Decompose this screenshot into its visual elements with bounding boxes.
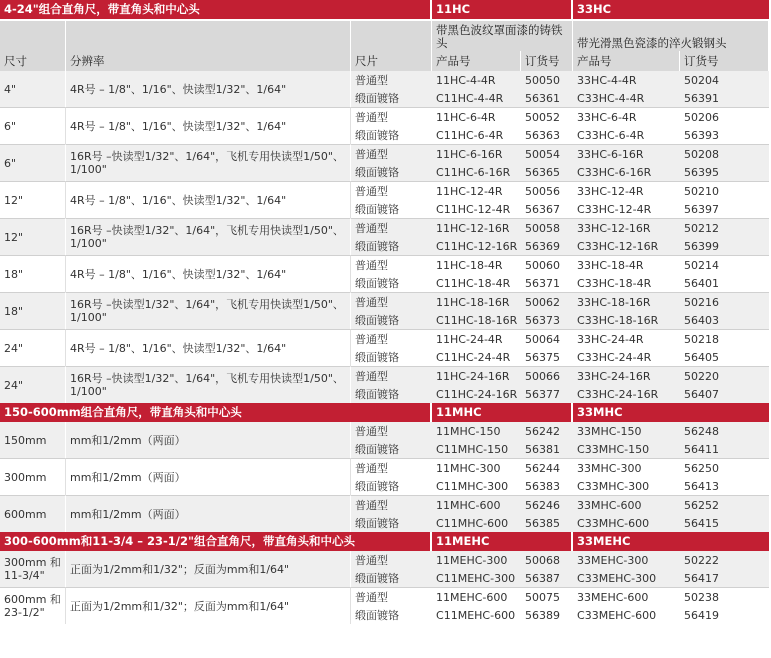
order-no-cell: 56365	[521, 163, 573, 181]
order-no-cell: 56252	[680, 495, 769, 514]
col-33mhc-label: 33MHC	[573, 403, 769, 422]
blade-type-cell: 普通型	[351, 551, 432, 569]
order-no-cell: 56403	[680, 311, 769, 329]
size-cell: 12"	[0, 218, 66, 255]
blade-type-cell: 普通型	[351, 181, 432, 200]
order-no-cell: 56242	[521, 422, 573, 440]
part-no-cell: 11MEHC-600	[432, 587, 521, 606]
part-no-cell: C33MHC-300	[573, 477, 680, 495]
order-no-cell: 56411	[680, 440, 769, 458]
section3-body	[0, 551, 769, 624]
resolution-header: 分辨率	[66, 19, 351, 71]
resolution-cell: 4R号 – 1/8"、1/16"、快读型1/32"、1/64"	[66, 329, 351, 366]
order-no-cell: 50212	[680, 218, 769, 237]
part-no-cell: C33HC-6-16R	[573, 163, 680, 181]
table-row	[0, 144, 769, 163]
part-no-cell: C33HC-18-4R	[573, 274, 680, 292]
blade-type-cell: 普通型	[351, 495, 432, 514]
size-cell: 600mm 和 23-1/2"	[0, 587, 66, 624]
section1-title: 4-24"组合直角尺，带直角头和中心头	[0, 0, 432, 19]
order-no-cell: 50060	[521, 255, 573, 274]
blade-type-cell: 普通型	[351, 292, 432, 311]
part-no-cell: C11HC-6-4R	[432, 126, 521, 144]
part-no-cell: C11MEHC-600	[432, 606, 521, 624]
table-row	[0, 587, 769, 606]
order-no-cell: 56389	[521, 606, 573, 624]
part-no-cell: 33HC-4-4R	[573, 71, 680, 89]
size-cell: 6"	[0, 107, 66, 144]
order-no-cell: 50058	[521, 218, 573, 237]
part-no-cell: 33HC-12-4R	[573, 181, 680, 200]
part-no-cell: 33MEHC-300	[573, 551, 680, 569]
part-no-cell: C33MHC-600	[573, 514, 680, 532]
blade-type-cell: 普通型	[351, 458, 432, 477]
part-no-cell: C33HC-24-4R	[573, 348, 680, 366]
order-no-cell: 50064	[521, 329, 573, 348]
blade-type-cell: 普通型	[351, 366, 432, 385]
size-cell: 4"	[0, 71, 66, 107]
part-no-cell: 33HC-24-4R	[573, 329, 680, 348]
part-no-cell: 11HC-18-4R	[432, 255, 521, 274]
order-no-cell: 56415	[680, 514, 769, 532]
part-no-cell: 11HC-4-4R	[432, 71, 521, 89]
order-no-cell: 50218	[680, 329, 769, 348]
order-no-header: 订货号	[521, 51, 573, 71]
section-header-3	[0, 532, 769, 551]
part-no-cell: 11MHC-300	[432, 458, 521, 477]
order-no-cell: 50214	[680, 255, 769, 274]
blade-type-cell: 缎面镀铬	[351, 126, 432, 144]
part-no-cell: C33HC-4-4R	[573, 89, 680, 107]
order-no-cell: 56399	[680, 237, 769, 255]
part-no-cell: 33HC-12-16R	[573, 218, 680, 237]
order-no-cell: 56395	[680, 163, 769, 181]
part-no-cell: 33MHC-600	[573, 495, 680, 514]
part-no-cell: C11HC-24-16R	[432, 385, 521, 403]
order-no-cell: 56377	[521, 385, 573, 403]
col-11mhc-label: 11MHC	[432, 403, 573, 422]
part-no-cell: 33MEHC-600	[573, 587, 680, 606]
blade-type-cell: 缎面镀铬	[351, 514, 432, 532]
table-row	[0, 255, 769, 274]
order-no-cell: 56407	[680, 385, 769, 403]
resolution-cell: 4R号 – 1/8"、1/16"、快读型1/32"、1/64"	[66, 107, 351, 144]
blade-type-cell: 普通型	[351, 144, 432, 163]
desc-33hc: 带光滑黑色瓷漆的淬火锻钢头	[573, 19, 769, 51]
section2-title: 150-600mm组合直角尺，带直角头和中心头	[0, 403, 432, 422]
resolution-cell: 4R号 – 1/8"、1/16"、快读型1/32"、1/64"	[66, 181, 351, 218]
part-no-cell: C11HC-12-4R	[432, 200, 521, 218]
resolution-cell: mm和1/2mm（两面）	[66, 495, 351, 532]
order-no-cell: 56363	[521, 126, 573, 144]
order-no-cell: 50066	[521, 366, 573, 385]
part-no-cell: C33MEHC-600	[573, 606, 680, 624]
size-header: 尺寸	[0, 19, 66, 71]
resolution-cell: 16R号 –快读型1/32"、1/64"，飞机专用快读型1/50"、1/100"	[66, 144, 351, 181]
size-cell: 24"	[0, 366, 66, 403]
order-no-cell: 56367	[521, 200, 573, 218]
part-no-header: 产品号	[432, 51, 521, 71]
order-no-cell: 50210	[680, 181, 769, 200]
order-no-cell: 50056	[521, 181, 573, 200]
section-header-2	[0, 403, 769, 422]
blade-type-cell: 缎面镀铬	[351, 89, 432, 107]
part-no-cell: 11HC-12-16R	[432, 218, 521, 237]
resolution-cell: 4R号 – 1/8"、1/16"、快读型1/32"、1/64"	[66, 71, 351, 107]
part-no-cell: 11HC-6-16R	[432, 144, 521, 163]
order-no-cell: 50204	[680, 71, 769, 89]
part-no-cell: C11MHC-150	[432, 440, 521, 458]
order-no-cell: 56248	[680, 422, 769, 440]
part-no-cell: C11HC-24-4R	[432, 348, 521, 366]
table-row	[0, 107, 769, 126]
size-cell: 18"	[0, 255, 66, 292]
part-no-cell: C33MEHC-300	[573, 569, 680, 587]
table-row	[0, 218, 769, 237]
table-row	[0, 458, 769, 477]
blade-type-cell: 普通型	[351, 422, 432, 440]
order-no-cell: 56385	[521, 514, 573, 532]
table-row	[0, 292, 769, 311]
blade-type-cell: 缎面镀铬	[351, 274, 432, 292]
section2-body	[0, 422, 769, 532]
table-row	[0, 71, 769, 89]
size-cell: 24"	[0, 329, 66, 366]
order-no-header: 订货号	[680, 51, 769, 71]
table-row	[0, 181, 769, 200]
order-no-cell: 56381	[521, 440, 573, 458]
part-no-cell: C33HC-18-16R	[573, 311, 680, 329]
order-no-cell: 50062	[521, 292, 573, 311]
part-no-cell: 11MHC-150	[432, 422, 521, 440]
resolution-cell: 16R号 –快读型1/32"、1/64"，飞机专用快读型1/50"、1/100"	[66, 218, 351, 255]
part-no-cell: 11HC-24-4R	[432, 329, 521, 348]
part-no-cell: 33HC-24-16R	[573, 366, 680, 385]
order-no-cell: 56375	[521, 348, 573, 366]
part-no-cell: C33MHC-150	[573, 440, 680, 458]
table-row	[0, 422, 769, 440]
blade-type-cell: 普通型	[351, 255, 432, 274]
col-33mehc-label: 33MEHC	[573, 532, 769, 551]
table-row	[0, 551, 769, 569]
blade-type-cell: 缎面镀铬	[351, 606, 432, 624]
order-no-cell: 50220	[680, 366, 769, 385]
part-no-header: 产品号	[573, 51, 680, 71]
resolution-cell: 正面为1/2mm和1/32"；反面为mm和1/64"	[66, 587, 351, 624]
part-no-cell: 33HC-6-16R	[573, 144, 680, 163]
resolution-cell: mm和1/2mm（两面）	[66, 458, 351, 495]
order-no-cell: 56413	[680, 477, 769, 495]
resolution-cell: 16R号 –快读型1/32"、1/64"，飞机专用快读型1/50"、1/100"	[66, 366, 351, 403]
blade-type-cell: 缎面镀铬	[351, 200, 432, 218]
order-no-cell: 56397	[680, 200, 769, 218]
part-no-cell: 11HC-12-4R	[432, 181, 521, 200]
order-no-cell: 56401	[680, 274, 769, 292]
part-no-cell: C11MEHC-300	[432, 569, 521, 587]
resolution-cell: mm和1/2mm（两面）	[66, 422, 351, 458]
col-33hc-label: 33HC	[573, 0, 769, 19]
blade-type-cell: 缎面镀铬	[351, 311, 432, 329]
blade-type-cell: 普通型	[351, 218, 432, 237]
order-no-cell: 56373	[521, 311, 573, 329]
part-no-cell: C11HC-4-4R	[432, 89, 521, 107]
blade-type-cell: 普通型	[351, 107, 432, 126]
order-no-cell: 56244	[521, 458, 573, 477]
part-no-cell: 11MEHC-300	[432, 551, 521, 569]
resolution-cell: 16R号 –快读型1/32"、1/64"，飞机专用快读型1/50"、1/100"	[66, 292, 351, 329]
blade-type-cell: 普通型	[351, 587, 432, 606]
size-cell: 6"	[0, 144, 66, 181]
part-no-cell: 11HC-6-4R	[432, 107, 521, 126]
resolution-cell: 正面为1/2mm和1/32"；反面为mm和1/64"	[66, 551, 351, 587]
part-no-cell: C11HC-18-16R	[432, 311, 521, 329]
part-no-cell: C33HC-12-4R	[573, 200, 680, 218]
size-cell: 600mm	[0, 495, 66, 532]
part-no-cell: C11HC-6-16R	[432, 163, 521, 181]
part-no-cell: C33HC-12-16R	[573, 237, 680, 255]
section1-body	[0, 71, 769, 403]
size-cell: 12"	[0, 181, 66, 218]
blade-header: 尺片	[351, 19, 432, 71]
order-no-cell: 56383	[521, 477, 573, 495]
order-no-cell: 56417	[680, 569, 769, 587]
table-row	[0, 495, 769, 514]
order-no-cell: 50050	[521, 71, 573, 89]
part-no-cell: C11HC-12-16R	[432, 237, 521, 255]
blade-type-cell: 缎面镀铬	[351, 440, 432, 458]
order-no-cell: 56361	[521, 89, 573, 107]
blade-type-cell: 普通型	[351, 71, 432, 89]
size-cell: 150mm	[0, 422, 66, 458]
col-11hc-label: 11HC	[432, 0, 573, 19]
order-no-cell: 50054	[521, 144, 573, 163]
part-no-cell: 33HC-6-4R	[573, 107, 680, 126]
order-no-cell: 50238	[680, 587, 769, 606]
order-no-cell: 50068	[521, 551, 573, 569]
blade-type-cell: 缎面镀铬	[351, 348, 432, 366]
desc-11hc: 带黑色波纹罩面漆的铸铁头	[432, 19, 573, 51]
part-no-cell: 11HC-24-16R	[432, 366, 521, 385]
part-no-cell: 33HC-18-4R	[573, 255, 680, 274]
part-no-cell: C11HC-18-4R	[432, 274, 521, 292]
blade-type-cell: 缎面镀铬	[351, 163, 432, 181]
order-no-cell: 56391	[680, 89, 769, 107]
part-no-cell: C33HC-24-16R	[573, 385, 680, 403]
order-no-cell: 56387	[521, 569, 573, 587]
part-no-cell: 11MHC-600	[432, 495, 521, 514]
part-no-cell: C33HC-6-4R	[573, 126, 680, 144]
blade-type-cell: 缎面镀铬	[351, 569, 432, 587]
order-no-cell: 50075	[521, 587, 573, 606]
size-cell: 18"	[0, 292, 66, 329]
order-no-cell: 56369	[521, 237, 573, 255]
order-no-cell: 50216	[680, 292, 769, 311]
blade-type-cell: 普通型	[351, 329, 432, 348]
table-row	[0, 329, 769, 348]
part-no-cell: C11MHC-600	[432, 514, 521, 532]
order-no-cell: 56371	[521, 274, 573, 292]
order-no-cell: 50206	[680, 107, 769, 126]
section3-title: 300-600mm和11-3/4 – 23-1/2"组合直角尺，带直角头和中心头	[0, 532, 432, 551]
order-no-cell: 56250	[680, 458, 769, 477]
part-no-cell: 33HC-18-16R	[573, 292, 680, 311]
blade-type-cell: 缎面镀铬	[351, 385, 432, 403]
blade-type-cell: 缎面镀铬	[351, 477, 432, 495]
blade-type-cell: 缎面镀铬	[351, 237, 432, 255]
section-header-1	[0, 0, 769, 71]
order-no-cell: 56419	[680, 606, 769, 624]
part-no-cell: C11MHC-300	[432, 477, 521, 495]
order-no-cell: 56405	[680, 348, 769, 366]
order-no-cell: 50208	[680, 144, 769, 163]
part-no-cell: 33MHC-150	[573, 422, 680, 440]
table-row	[0, 366, 769, 385]
part-no-cell: 33MHC-300	[573, 458, 680, 477]
col-11mehc-label: 11MEHC	[432, 532, 573, 551]
resolution-cell: 4R号 – 1/8"、1/16"、快读型1/32"、1/64"	[66, 255, 351, 292]
size-cell: 300mm 和 11-3/4"	[0, 551, 66, 587]
order-no-cell: 56246	[521, 495, 573, 514]
size-cell: 300mm	[0, 458, 66, 495]
order-no-cell: 50222	[680, 551, 769, 569]
part-no-cell: 11HC-18-16R	[432, 292, 521, 311]
order-no-cell: 56393	[680, 126, 769, 144]
order-no-cell: 50052	[521, 107, 573, 126]
